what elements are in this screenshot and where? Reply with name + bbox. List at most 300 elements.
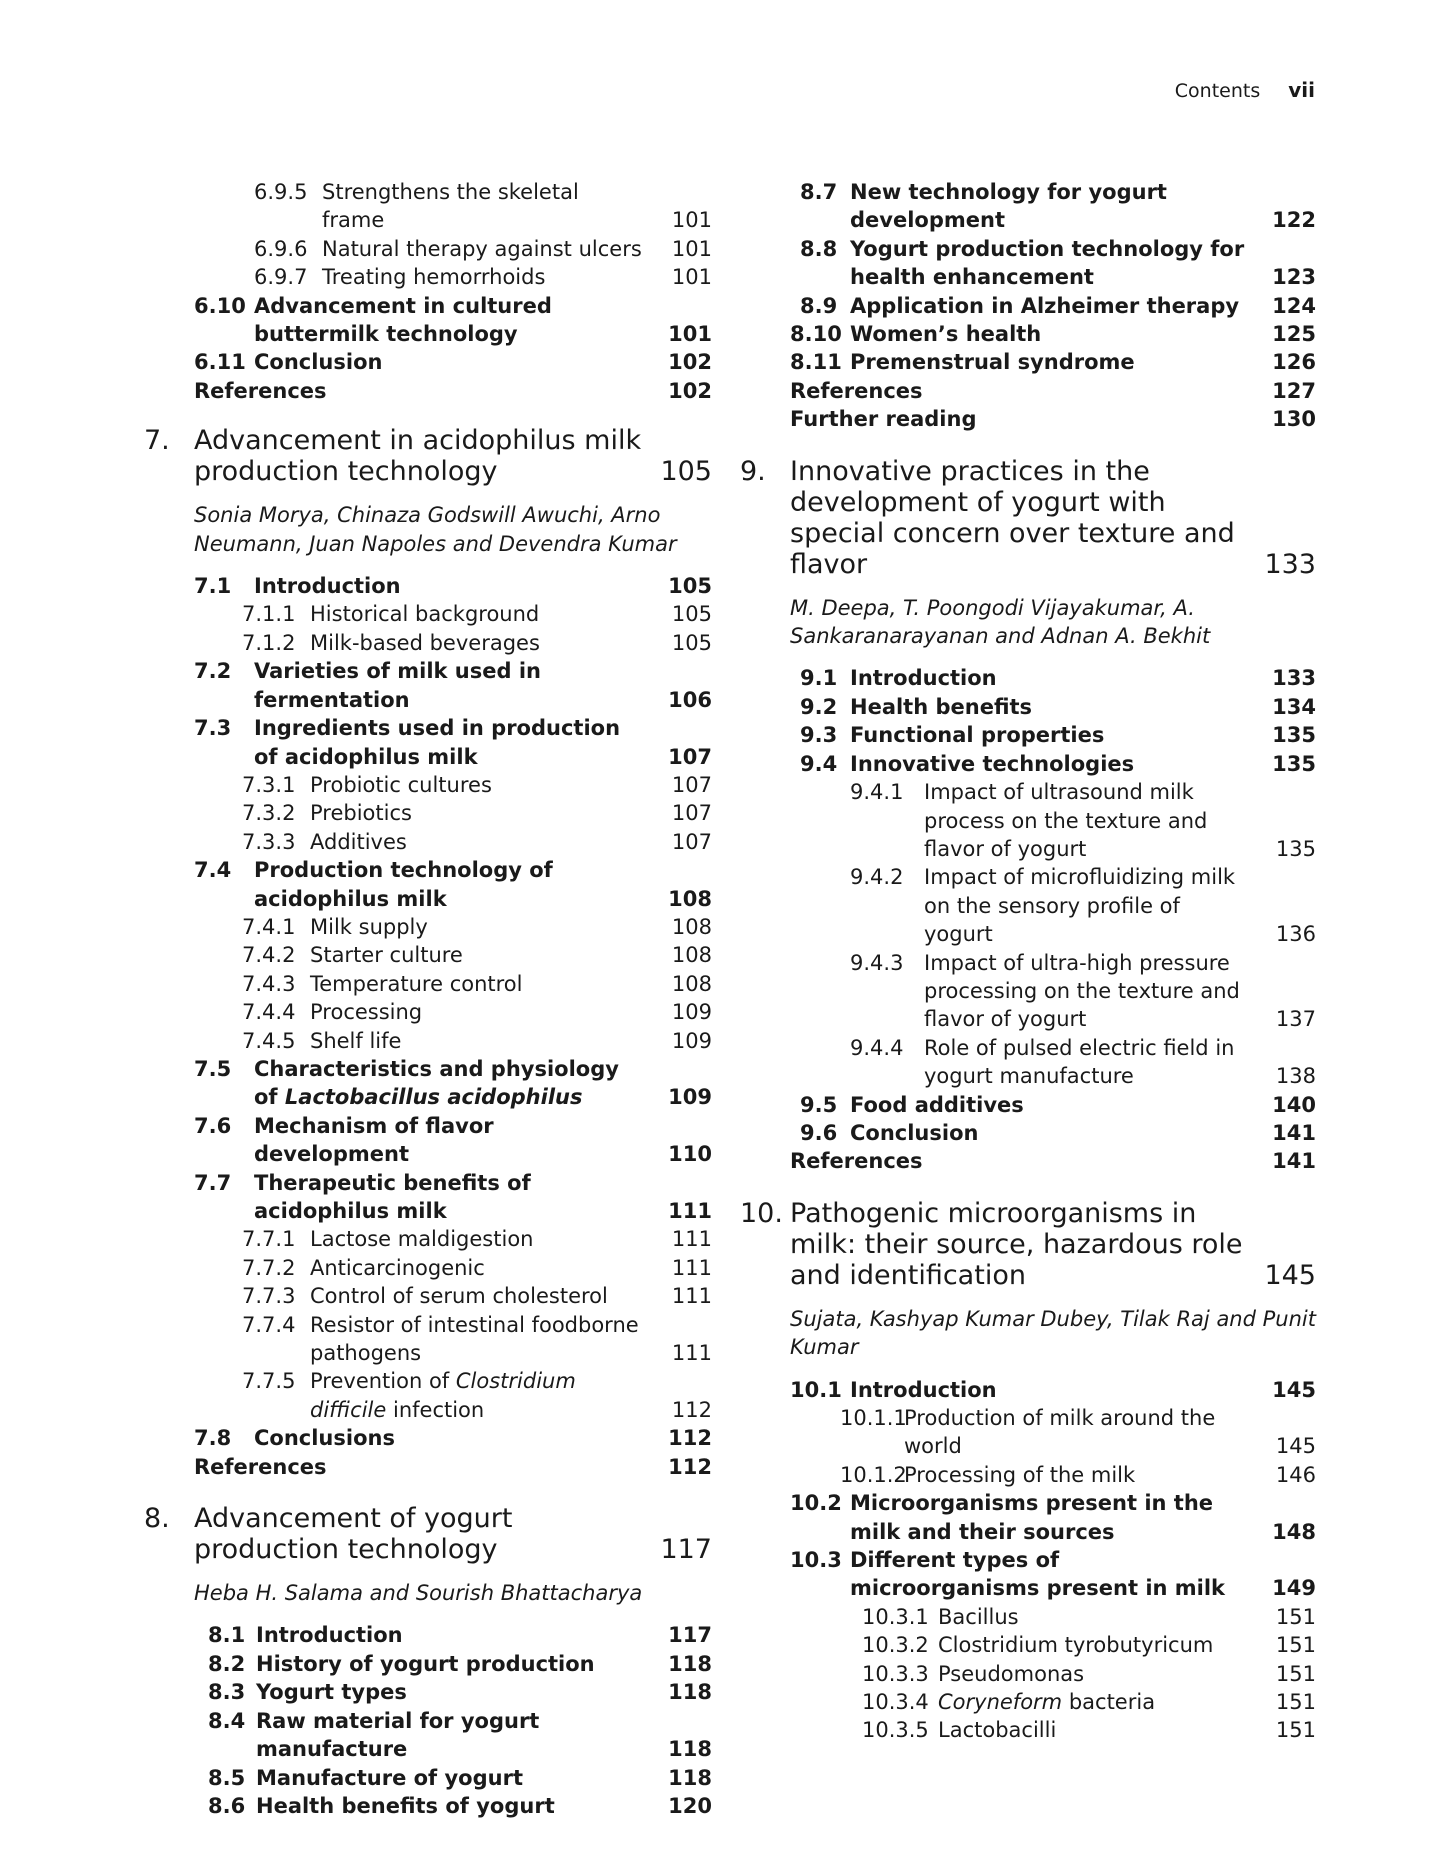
toc-entry-title — [254, 657, 712, 714]
toc-entry-page: 151 — [1275, 1633, 1316, 1658]
toc-entry-title-text: Raw material for yogurt manufacture — [256, 1708, 540, 1762]
toc-right-column — [740, 178, 1316, 1745]
toc-entry-title — [254, 1424, 712, 1452]
toc-entry-title — [850, 1546, 1316, 1603]
toc-entry-number: 8.11 — [790, 350, 842, 375]
toc-entry-title — [194, 377, 712, 405]
chapter-7-heading[interactable] — [130, 425, 712, 487]
toc-entry-title — [850, 320, 1316, 348]
toc-entry[interactable] — [740, 405, 1316, 433]
toc-entry-title — [310, 629, 712, 657]
toc-entry[interactable] — [740, 1091, 1316, 1119]
toc-entry-title — [850, 1489, 1316, 1546]
toc-entry-title-text: Advancement in cultured buttermilk technology — [254, 293, 552, 347]
toc-entry-title-text: Varieties of milk used in fermentation — [254, 659, 541, 712]
chapter-title: Pathogenic microorganisms in milk: their source, hazardous role and identification — [790, 1197, 1243, 1291]
toc-entry-title-text: Resistor of intestinal foodborne pathogens — [310, 1312, 639, 1366]
toc-entry-page: 107 — [671, 801, 712, 826]
toc-entry[interactable] — [740, 863, 1316, 948]
toc-entry-number: 9.4.3 — [850, 950, 904, 975]
toc-entry-title-text: Role of pulsed electric field in yogurt manufacture — [924, 1035, 1235, 1089]
chapter-9-authors: M. Deepa, T. Poongodi Vijayakumar, A. Sankaranarayanan and Adnan A. Bekhit — [790, 595, 1211, 649]
toc-entry-page: 107 — [671, 772, 712, 797]
toc-entry-title — [194, 1453, 712, 1481]
toc-entry-title — [254, 292, 712, 349]
toc-entry-number: 9.4 — [800, 751, 838, 776]
toc-entry[interactable] — [130, 828, 712, 856]
toc-entry[interactable] — [740, 1119, 1316, 1147]
toc-entry-title-text: Milk supply — [310, 914, 428, 939]
toc-entry-page: 137 — [1275, 1007, 1316, 1032]
chapter-title: Innovative practices in the development of yogurt with special concern over texture and flavor — [790, 455, 1235, 580]
toc-entry-title — [850, 235, 1316, 292]
toc-entry[interactable] — [130, 1282, 712, 1310]
toc-entry-title-text: Further reading — [790, 407, 977, 432]
toc-entry-number: 9.2 — [800, 694, 838, 719]
toc-entry-number: 7.7 — [194, 1170, 232, 1195]
toc-entry-page: 105 — [668, 574, 712, 599]
toc-entry[interactable] — [740, 178, 1316, 235]
toc-entry-title — [322, 178, 712, 235]
toc-entry-number: 7.3.2 — [242, 801, 296, 826]
toc-entry[interactable] — [740, 1489, 1316, 1546]
chapter-number: 10. — [740, 1197, 783, 1229]
toc-entry[interactable] — [130, 1764, 712, 1792]
toc-entry-title — [850, 348, 1316, 376]
chapter-10-authors: Sujata, Kashyap Kumar Dubey, Tilak Raj and Punit Kumar — [790, 1306, 1316, 1360]
toc-entry-title — [938, 1603, 1316, 1631]
toc-entry-page: 107 — [668, 744, 712, 769]
toc-entry-title-text: Food additives — [850, 1092, 1024, 1117]
toc-entry[interactable] — [130, 941, 712, 969]
toc-entry-number: 7.1.1 — [242, 602, 296, 627]
toc-entry-number: 10.3.2 — [862, 1633, 929, 1658]
toc-entry-page: 101 — [671, 236, 712, 261]
chapter-title: Advancement of yogurt production technology — [194, 1503, 513, 1566]
toc-right-top-entries — [740, 178, 1316, 434]
toc-entry[interactable] — [130, 1112, 712, 1169]
toc-entry-page: 146 — [1275, 1462, 1316, 1487]
toc-entry-title — [850, 1091, 1316, 1119]
toc-entry-title — [310, 771, 712, 799]
toc-entry-title — [310, 1311, 712, 1368]
toc-entry-title-text: Introduction — [256, 1623, 403, 1648]
toc-entry-title-text: Shelf life — [310, 1028, 402, 1053]
toc-entry-number: 10.1.1 — [840, 1406, 907, 1430]
toc-entry-page: 106 — [668, 687, 712, 712]
chapter-7-authors: Sonia Morya, Chinaza Godswill Awuchi, Arno Neumann, Juan Napoles and Devendra Kumar — [194, 503, 677, 556]
toc-entry[interactable] — [740, 1404, 1316, 1461]
toc-entry-title — [850, 693, 1316, 721]
toc-entry-number: 6.10 — [194, 293, 246, 318]
toc-entry-title-text: infection — [392, 1397, 485, 1422]
running-header-label: Contents — [1174, 80, 1261, 102]
toc-entry[interactable] — [130, 377, 712, 405]
chapter-page: 105 — [660, 456, 712, 488]
toc-entry-page: 130 — [1272, 407, 1316, 432]
toc-entry-title-text: Microorganisms present in the milk and their sources — [850, 1491, 1214, 1544]
toc-entry[interactable] — [130, 1027, 712, 1055]
toc-entry-title-text: Women’s health — [850, 322, 1042, 347]
toc-entry[interactable] — [740, 721, 1316, 749]
toc-entry[interactable] — [130, 178, 712, 235]
toc-entry-number: 7.4.5 — [242, 1028, 296, 1053]
toc-entry-number: 8.8 — [800, 236, 838, 261]
toc-entry-title-italic: Clostridium difficile — [310, 1369, 576, 1422]
toc-entry-title-text: References — [194, 378, 327, 403]
toc-entry-number: 7.8 — [194, 1426, 232, 1451]
toc-entry-title-text: Bacillus — [938, 1604, 1019, 1629]
toc-entry[interactable] — [130, 263, 712, 291]
chapter-number: 8. — [144, 1503, 170, 1535]
toc-entry-title-italic: Lactobacillus acidophilus — [284, 1085, 583, 1110]
toc-entry-page: 122 — [1272, 208, 1316, 233]
toc-entry-title-text: Anticarcinogenic — [310, 1255, 485, 1280]
toc-entry-number: 8.4 — [208, 1708, 246, 1733]
toc-entry-page: 112 — [671, 1397, 712, 1422]
toc-entry-title-text: Introduction — [850, 1377, 997, 1402]
toc-entry-number: 6.11 — [194, 350, 246, 375]
toc-entry-title-text: Pseudomonas — [938, 1661, 1085, 1686]
chapter-10-heading[interactable] — [740, 1198, 1316, 1291]
toc-entry-page: 105 — [671, 602, 712, 627]
toc-entry-number: 7.4.2 — [242, 943, 296, 968]
toc-entry-title — [310, 970, 712, 998]
toc-entry-page: 133 — [1272, 666, 1316, 691]
toc-entry-number: 10.3 — [790, 1548, 842, 1573]
toc-entry-title-text: Therapeutic benefits of acidophilus milk — [254, 1170, 531, 1223]
toc-entry-title — [254, 1055, 712, 1112]
toc-entry[interactable] — [740, 1034, 1316, 1091]
toc-entry-page: 111 — [668, 1199, 712, 1223]
toc-entry[interactable] — [130, 1678, 712, 1706]
toc-entry-page: 136 — [1275, 922, 1316, 947]
toc-entry-title-text: Milk-based beverages — [310, 630, 540, 655]
toc-entry[interactable] — [130, 1055, 712, 1112]
toc-entry-number: 7.7.4 — [242, 1312, 296, 1337]
toc-entry-title-text: Treating hemorrhoids — [322, 265, 546, 290]
toc-entry-title-text: Prebiotics — [310, 801, 412, 826]
toc-entry-page: 101 — [671, 265, 712, 290]
toc-entry[interactable] — [740, 292, 1316, 320]
toc-entry-number: 7.7.3 — [242, 1284, 296, 1309]
toc-entry-title — [850, 1376, 1316, 1404]
toc-entry-page: 120 — [668, 1793, 712, 1818]
toc-entry-page: 148 — [1272, 1519, 1316, 1544]
toc-entry-page: 102 — [668, 378, 712, 403]
toc-entry-number: 9.4.1 — [850, 780, 904, 805]
toc-entry-title — [254, 572, 712, 600]
toc-entry[interactable] — [130, 1707, 712, 1764]
toc-entry-title — [310, 1027, 712, 1055]
toc-entry-page: 141 — [1272, 1120, 1316, 1145]
chapter-page: 117 — [660, 1534, 712, 1566]
toc-entry-page: 109 — [671, 1000, 712, 1025]
toc-entry[interactable] — [130, 799, 712, 827]
toc-entry[interactable] — [130, 1453, 712, 1481]
toc-entry-page: 109 — [668, 1085, 712, 1110]
toc-entry-page: 127 — [1272, 378, 1316, 403]
toc-entry-page: 151 — [1275, 1661, 1316, 1686]
chapter-9-heading[interactable] — [740, 456, 1316, 580]
toc-entry[interactable] — [130, 348, 712, 376]
toc-entry-page: 145 — [1275, 1434, 1316, 1459]
toc-entry[interactable] — [130, 1254, 712, 1282]
toc-entry[interactable] — [740, 1147, 1316, 1175]
toc-entry[interactable] — [740, 1631, 1316, 1659]
toc-entry-title-text: Different types of microorganisms present in milk — [850, 1548, 1226, 1601]
toc-entry[interactable] — [130, 1169, 712, 1226]
toc-entry[interactable] — [130, 913, 712, 941]
toc-entry-title — [310, 1282, 712, 1310]
toc-entry-title — [310, 913, 712, 941]
toc-entry-number: 7.3.1 — [242, 772, 296, 797]
toc-entry-title — [790, 405, 1316, 433]
toc-entry-page: 151 — [1275, 1690, 1316, 1715]
toc-entry-page: 111 — [671, 1255, 712, 1280]
toc-entry-page: 124 — [1272, 293, 1316, 318]
toc-entry-page: 109 — [671, 1028, 712, 1053]
toc-entry-number: 7.4.1 — [242, 914, 296, 939]
toc-entry-title-text: Clostridium tyrobutyricum — [938, 1633, 1214, 1658]
toc-entry[interactable] — [740, 320, 1316, 348]
toc-entry-title-italic: Coryneform — [938, 1690, 1063, 1715]
toc-entry-title — [254, 1169, 712, 1226]
toc-entry-page: 140 — [1272, 1092, 1316, 1117]
toc-entry-title — [790, 1147, 1316, 1175]
toc-entry[interactable] — [740, 664, 1316, 692]
toc-entry-title-text: Starter culture — [310, 943, 463, 968]
toc-entry-title-text: Temperature control — [310, 971, 523, 996]
toc-entry[interactable] — [130, 292, 712, 349]
chapter-8-heading[interactable] — [130, 1503, 712, 1565]
toc-entry-number: 10.3.4 — [862, 1690, 929, 1715]
toc-entry-title — [904, 1404, 1316, 1461]
toc-entry-title — [924, 778, 1316, 863]
toc-entry-title-text: Health benefits — [850, 694, 1033, 719]
toc-entry-title — [254, 1112, 712, 1169]
toc-entry-page: 111 — [671, 1227, 712, 1252]
toc-entry-page: 125 — [1272, 322, 1316, 347]
toc-entry-number: 7.4.4 — [242, 1000, 296, 1025]
toc-entry-title — [938, 1688, 1316, 1716]
toc-entry-title-text: Conclusions — [254, 1426, 395, 1451]
toc-entry[interactable] — [130, 771, 712, 799]
toc-entry-page: 149 — [1272, 1576, 1316, 1601]
toc-entry-title — [938, 1660, 1316, 1688]
toc-entry-number: 9.4.2 — [850, 865, 904, 890]
toc-entry[interactable] — [130, 600, 712, 628]
toc-entry-title-text: Control of serum cholesterol — [310, 1284, 608, 1309]
toc-entry[interactable] — [130, 657, 712, 714]
toc-entry[interactable] — [740, 693, 1316, 721]
toc-entry[interactable] — [130, 970, 712, 998]
toc-entry-number: 9.1 — [800, 666, 838, 691]
toc-entry-title — [254, 348, 712, 376]
toc-entry-number: 7.1 — [194, 574, 232, 599]
toc-entry-title — [924, 949, 1316, 1034]
toc-entry-title-text: Health benefits of yogurt — [256, 1793, 555, 1818]
toc-entry[interactable] — [130, 856, 712, 913]
toc-entry[interactable] — [740, 1376, 1316, 1404]
toc-entry-title — [850, 292, 1316, 320]
toc-entry[interactable] — [740, 1660, 1316, 1688]
toc-entry-title — [938, 1716, 1316, 1744]
toc-entry-title-text: Processing — [310, 1000, 423, 1025]
toc-entry[interactable] — [130, 629, 712, 657]
toc-entry-page: 151 — [1275, 1604, 1316, 1629]
toc-entry-title — [850, 1119, 1316, 1147]
toc-entry-number: 8.3 — [208, 1680, 246, 1705]
toc-entry-title-text: Historical background — [310, 602, 540, 627]
toc-entry-page: 138 — [1275, 1064, 1316, 1089]
toc-entry-title-text: Strengthens the skeletal frame — [322, 180, 579, 233]
toc-entry-number: 6.9.6 — [254, 236, 308, 261]
toc-entry-title — [254, 856, 712, 913]
toc-entry-title-text: Lactobacilli — [938, 1718, 1057, 1743]
toc-entry-page: 141 — [1272, 1149, 1316, 1174]
toc-entry-title-text: Yogurt production technology for health enhancement — [850, 236, 1245, 290]
toc-entry-page: 110 — [668, 1142, 712, 1167]
toc-entry-number: 7.2 — [194, 659, 232, 684]
toc-entry-page: 108 — [671, 971, 712, 996]
toc-entry-title-text: Application in Alzheimer therapy — [850, 293, 1240, 318]
toc-entry-page: 108 — [671, 943, 712, 968]
toc-entry[interactable] — [740, 1688, 1316, 1716]
toc-entry-title-text: Conclusion — [254, 350, 383, 375]
toc-entry-title-text: Impact of ultrasound milk process on the texture and flavor of yogurt — [924, 780, 1208, 861]
toc-entry[interactable] — [740, 778, 1316, 863]
chapter-10-entries — [740, 1376, 1316, 1745]
toc-entry-page: 117 — [668, 1623, 712, 1648]
toc-entry[interactable] — [130, 1311, 712, 1368]
toc-entry-page: 118 — [668, 1737, 712, 1762]
toc-entry-title — [790, 377, 1316, 405]
toc-entry-title-text: References — [790, 1149, 923, 1174]
toc-entry-title — [254, 714, 712, 771]
toc-entry-title-text: bacteria — [1068, 1690, 1156, 1715]
chapter-8-entries — [130, 1621, 712, 1820]
toc-entry-page: 118 — [668, 1765, 712, 1790]
toc-entry[interactable] — [740, 348, 1316, 376]
toc-entry-title — [310, 941, 712, 969]
toc-entry-title — [322, 263, 712, 291]
toc-entry-title-text: Impact of microfluidizing milk on the sensory profile of yogurt — [924, 865, 1236, 947]
toc-entry-title-text: Yogurt types — [256, 1680, 407, 1705]
toc-entry-page: 108 — [668, 886, 712, 911]
toc-entry-title — [938, 1631, 1316, 1659]
toc-entry-page: 111 — [671, 1341, 712, 1366]
toc-entry[interactable] — [740, 949, 1316, 1034]
toc-entry-title — [256, 1678, 712, 1706]
toc-entry-page: 101 — [671, 208, 712, 233]
toc-entry[interactable] — [130, 1225, 712, 1253]
toc-entry-title-text: References — [194, 1454, 327, 1479]
toc-entry-page: 111 — [671, 1284, 712, 1309]
toc-entry-title-text: Functional properties — [850, 723, 1105, 748]
toc-entry-title — [904, 1461, 1316, 1489]
chapter-7-entries — [130, 572, 712, 1481]
toc-entry[interactable] — [130, 235, 712, 263]
toc-entry-title-text: Natural therapy against ulcers — [322, 236, 642, 261]
toc-entry-title — [310, 1367, 712, 1424]
toc-entry-number: 7.1.2 — [242, 630, 296, 655]
toc-entry-page: 118 — [668, 1680, 712, 1705]
toc-entry-title — [310, 998, 712, 1026]
toc-entry-title-text: Processing of the milk — [904, 1462, 1136, 1487]
toc-entry-page: 107 — [671, 829, 712, 854]
toc-entry-number: 8.2 — [208, 1651, 246, 1676]
page-number: vii — [1288, 78, 1315, 102]
toc-entry-number: 7.3 — [194, 716, 232, 741]
toc-entry-title — [924, 863, 1316, 948]
toc-entry-number: 8.9 — [800, 293, 838, 318]
toc-entry-title — [256, 1792, 712, 1820]
toc-entry-title — [924, 1034, 1316, 1091]
toc-entry-number: 6.9.5 — [254, 180, 308, 204]
toc-entry-number: 8.10 — [790, 322, 842, 347]
toc-entry[interactable] — [130, 1650, 712, 1678]
toc-left-column — [130, 178, 712, 1820]
toc-entry[interactable] — [740, 1546, 1316, 1603]
toc-entry-number: 10.3.3 — [862, 1661, 929, 1686]
toc-entry-page: 123 — [1272, 265, 1316, 290]
toc-entry-number: 7.7.1 — [242, 1227, 296, 1252]
toc-entry-number: 7.6 — [194, 1113, 232, 1138]
toc-entry[interactable] — [130, 1792, 712, 1820]
toc-entry-number: 10.1 — [790, 1377, 842, 1402]
toc-entry-number: 8.1 — [208, 1623, 246, 1648]
toc-entry-title-text: References — [790, 378, 923, 403]
toc-entry-number: 7.4.3 — [242, 971, 296, 996]
toc-entry[interactable] — [130, 1367, 712, 1424]
toc-entry-number: 7.3.3 — [242, 829, 296, 854]
toc-entry[interactable] — [130, 572, 712, 600]
toc-entry[interactable] — [130, 1424, 712, 1452]
toc-entry[interactable] — [740, 1461, 1316, 1489]
toc-entry[interactable] — [130, 714, 712, 771]
toc-entry-title-text: History of yogurt production — [256, 1651, 595, 1676]
toc-entry[interactable] — [740, 1716, 1316, 1744]
chapter-page: 133 — [1264, 548, 1316, 580]
toc-entry[interactable] — [740, 1603, 1316, 1631]
toc-entry-number: 7.4 — [194, 858, 232, 883]
toc-entry-title — [310, 1225, 712, 1253]
toc-entry[interactable] — [130, 998, 712, 1026]
toc-entry-page: 151 — [1275, 1718, 1316, 1743]
toc-entry-title-text: Lactose maldigestion — [310, 1227, 534, 1252]
toc-entry-title — [256, 1621, 712, 1649]
toc-entry-title-text: Premenstrual syndrome — [850, 350, 1135, 375]
chapter-page: 145 — [1264, 1259, 1316, 1291]
toc-entry-title — [850, 178, 1316, 235]
toc-entry-title — [256, 1650, 712, 1678]
toc-entry[interactable] — [740, 235, 1316, 292]
toc-entry-page: 101 — [668, 322, 712, 347]
toc-entry[interactable] — [130, 1621, 712, 1649]
toc-entry-number: 7.7.5 — [242, 1369, 296, 1394]
toc-entry-page: 102 — [668, 350, 712, 375]
toc-entry-title — [310, 828, 712, 856]
toc-entry-title-text: Mechanism of flavor development — [254, 1113, 494, 1167]
toc-left-top-entries — [130, 178, 712, 405]
toc-entry-title-text: Characteristics and physiology of — [254, 1056, 619, 1110]
chapter-8-authors: Heba H. Salama and Sourish Bhattacharya — [194, 1581, 643, 1606]
toc-entry[interactable] — [740, 750, 1316, 778]
toc-entry-title-text: Innovative technologies — [850, 751, 1135, 776]
toc-entry-title — [850, 664, 1316, 692]
toc-entry[interactable] — [740, 377, 1316, 405]
